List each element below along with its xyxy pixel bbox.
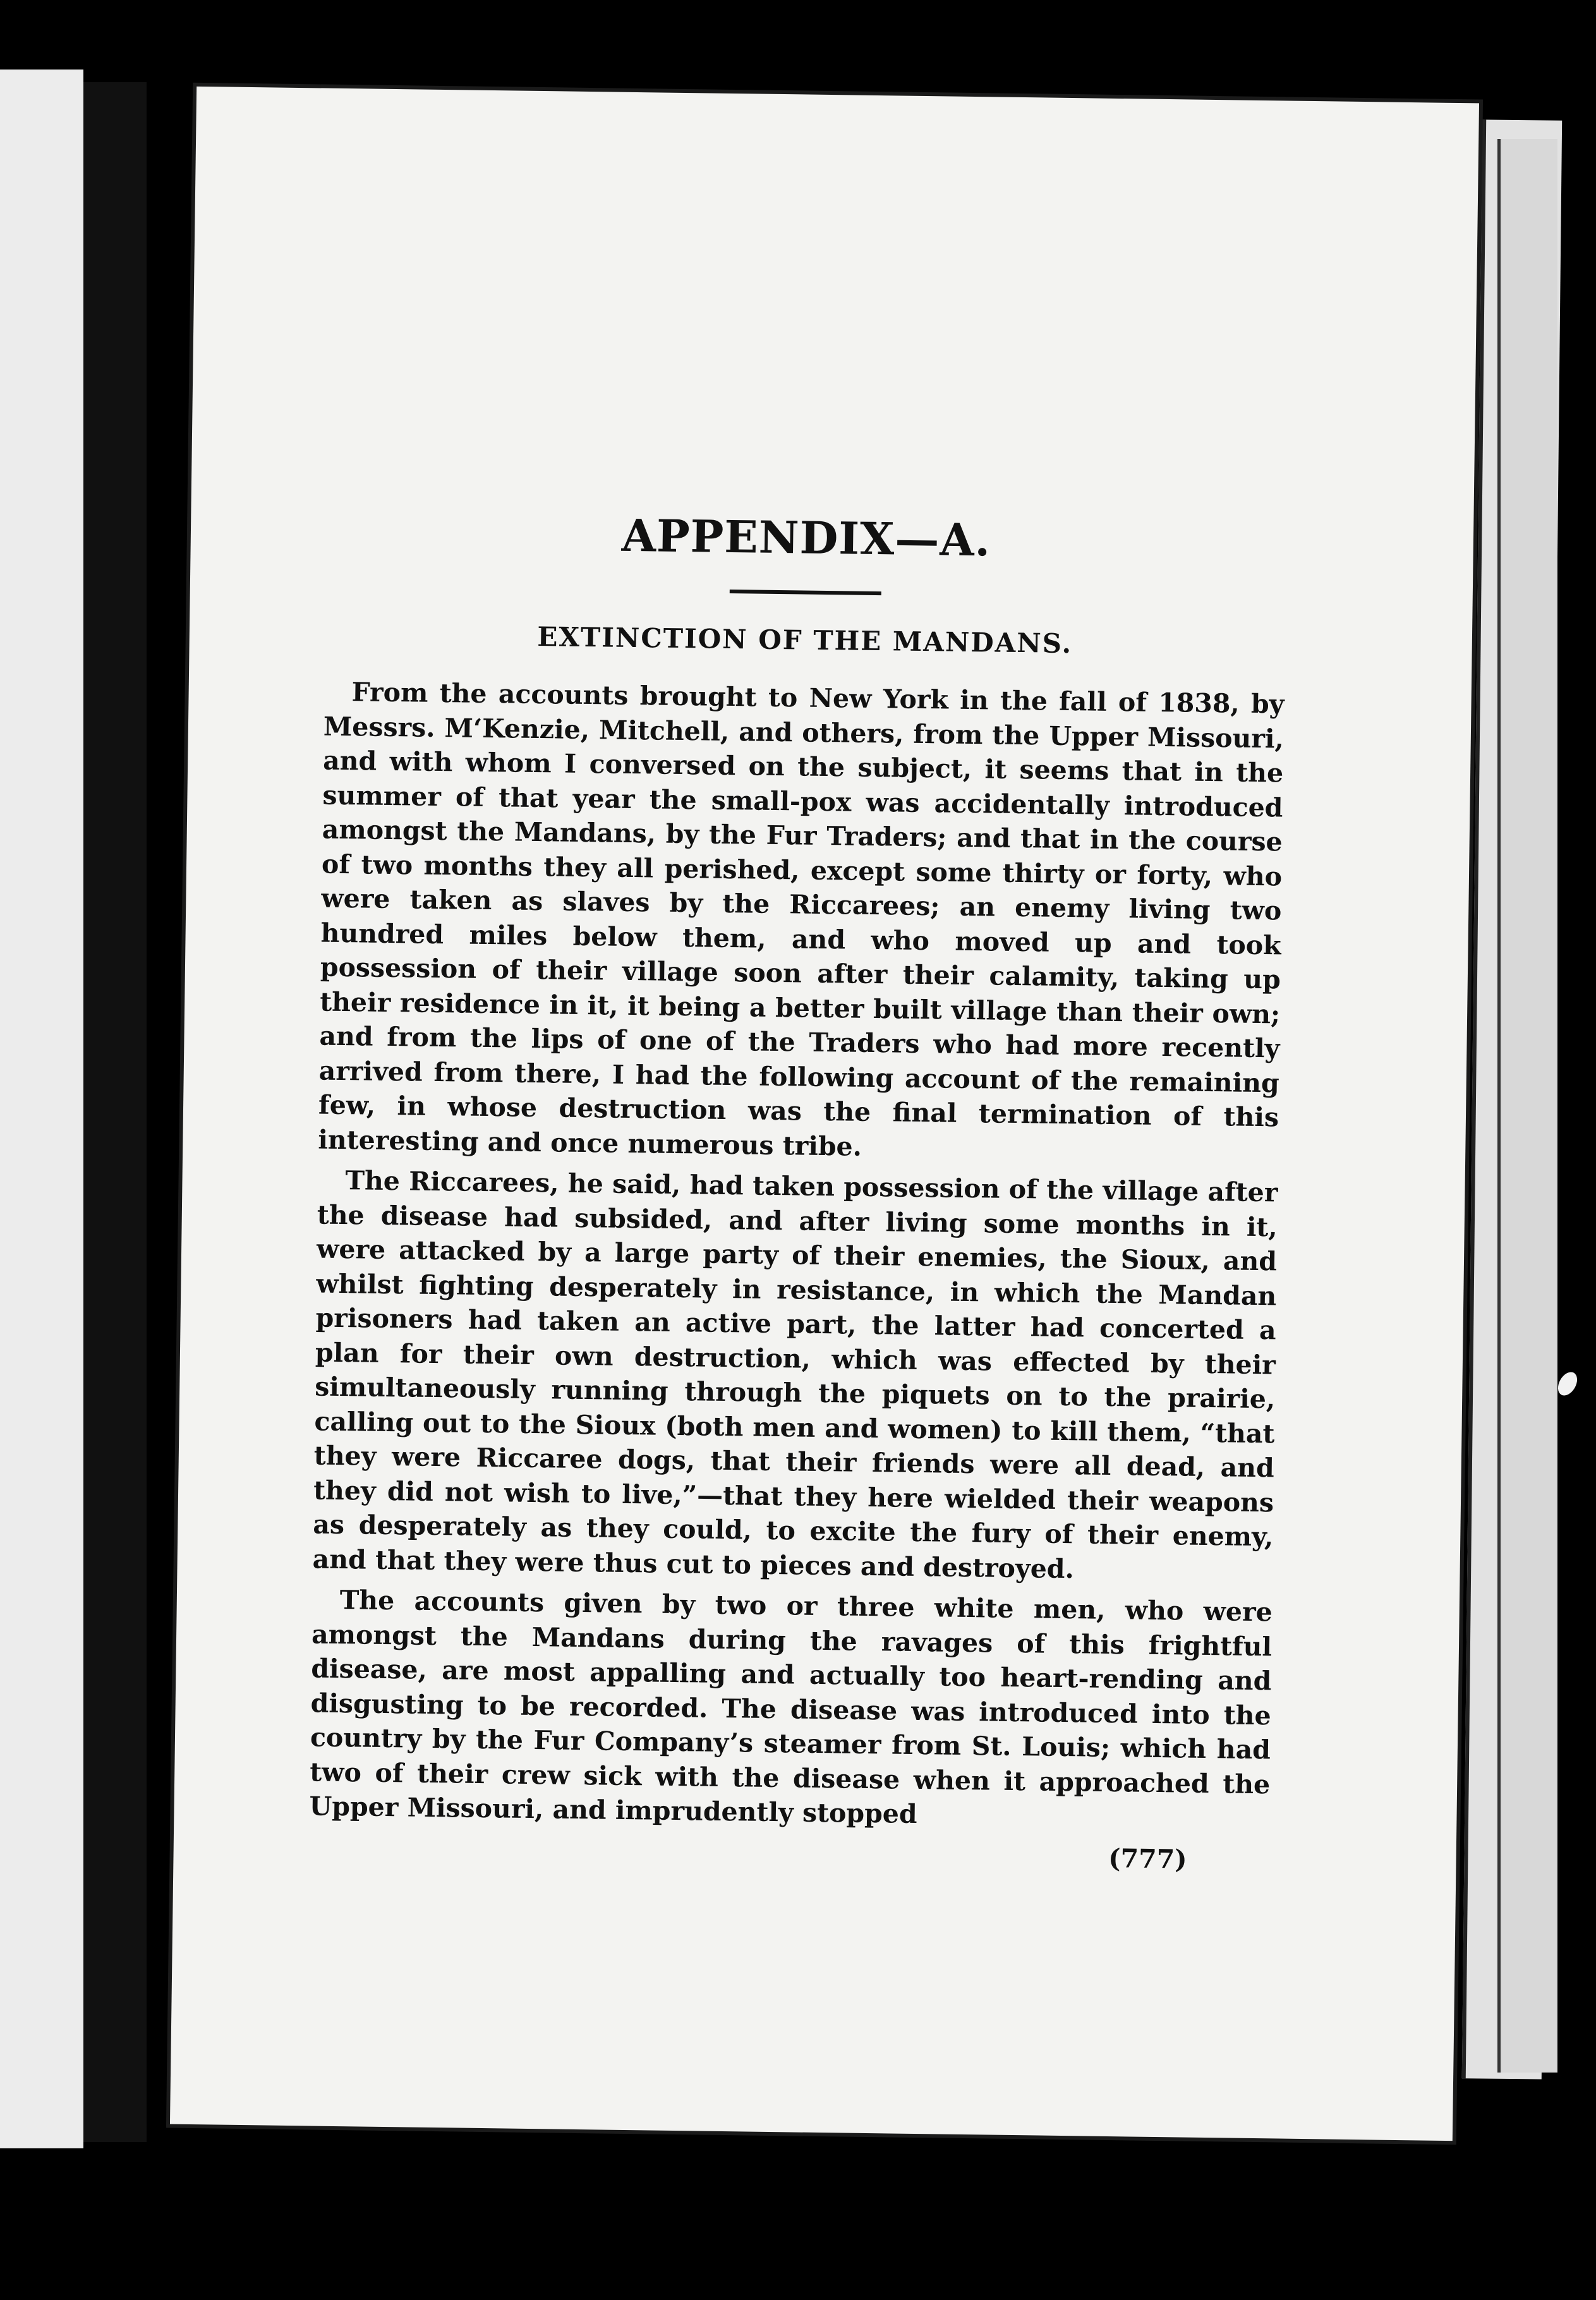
paragraph-2: The Riccarees, he said, had taken possession of the village after the disease had subsided, and after living some months in it, were attacked by a large party of their enemies, the Sioux, and whilst fighting desperately in resistance, in which the Mandan prisoners had taken an active part, the latter had concerted a plan for their own destruction, which was effected by their simultaneously running through the piquets on to the prairie, calling out to the Sioux (both men and women) to kill them, “that they were Riccaree dogs, that their friends were all dead, and they did not wish to live,”—that they here wielded their weapons as desperately as they could, to excite the fury of their enemy, and that they were thus cut to pieces and destroyed.	[312, 1165, 1278, 1584]
book-gutter	[83, 82, 147, 2142]
page-number: (777)	[1108, 1843, 1187, 1875]
book-page	[170, 87, 1479, 2141]
page-stack-edge-inner	[1497, 139, 1557, 2073]
paragraph-3: The accounts given by two or three white men, who were amongst the Mandans during the ravages of this frightful disease, are most appalling and actually too heart-rending and disgusting to be recorded. The disease was introduced into the country by the Fur Company’s steamer from St. Louis; which had two of their crew sick with the disease when it approached the Upper Missouri, and imprudently stopped	[309, 1585, 1273, 1830]
scan-speck	[1554, 1369, 1581, 1399]
appendix-heading: APPENDIX—A.	[621, 509, 991, 567]
left-page-edge	[0, 70, 83, 2148]
page-text-block	[308, 505, 1286, 1875]
section-subheading: EXTINCTION OF THE MANDANS.	[537, 620, 1073, 660]
heading-rule	[730, 590, 881, 595]
paragraph-1: From the accounts brought to New York in the fall of 1838, by Messrs. M‘Kenzie, Mitchell, and others, from the Upper Missouri, and with whom I conversed on the subject, it seems that in the summer of that year the small-pox was accidentally introduced amongst the Mandans, by the Fur Traders; and that in the course of two months they all perished, except some thirty or forty, who were taken as slaves by the Riccarees; an enemy living two hundred miles below them, and who moved up and took possession of their village soon after their calamity, taking up their residence in it, it being a better built village than their own; and from the lips of one of the Traders who had more recently arrived from there, I had the following account of the remaining few, in whose destruction was the final termination of this interesting and once numerous tribe.	[318, 677, 1285, 1162]
